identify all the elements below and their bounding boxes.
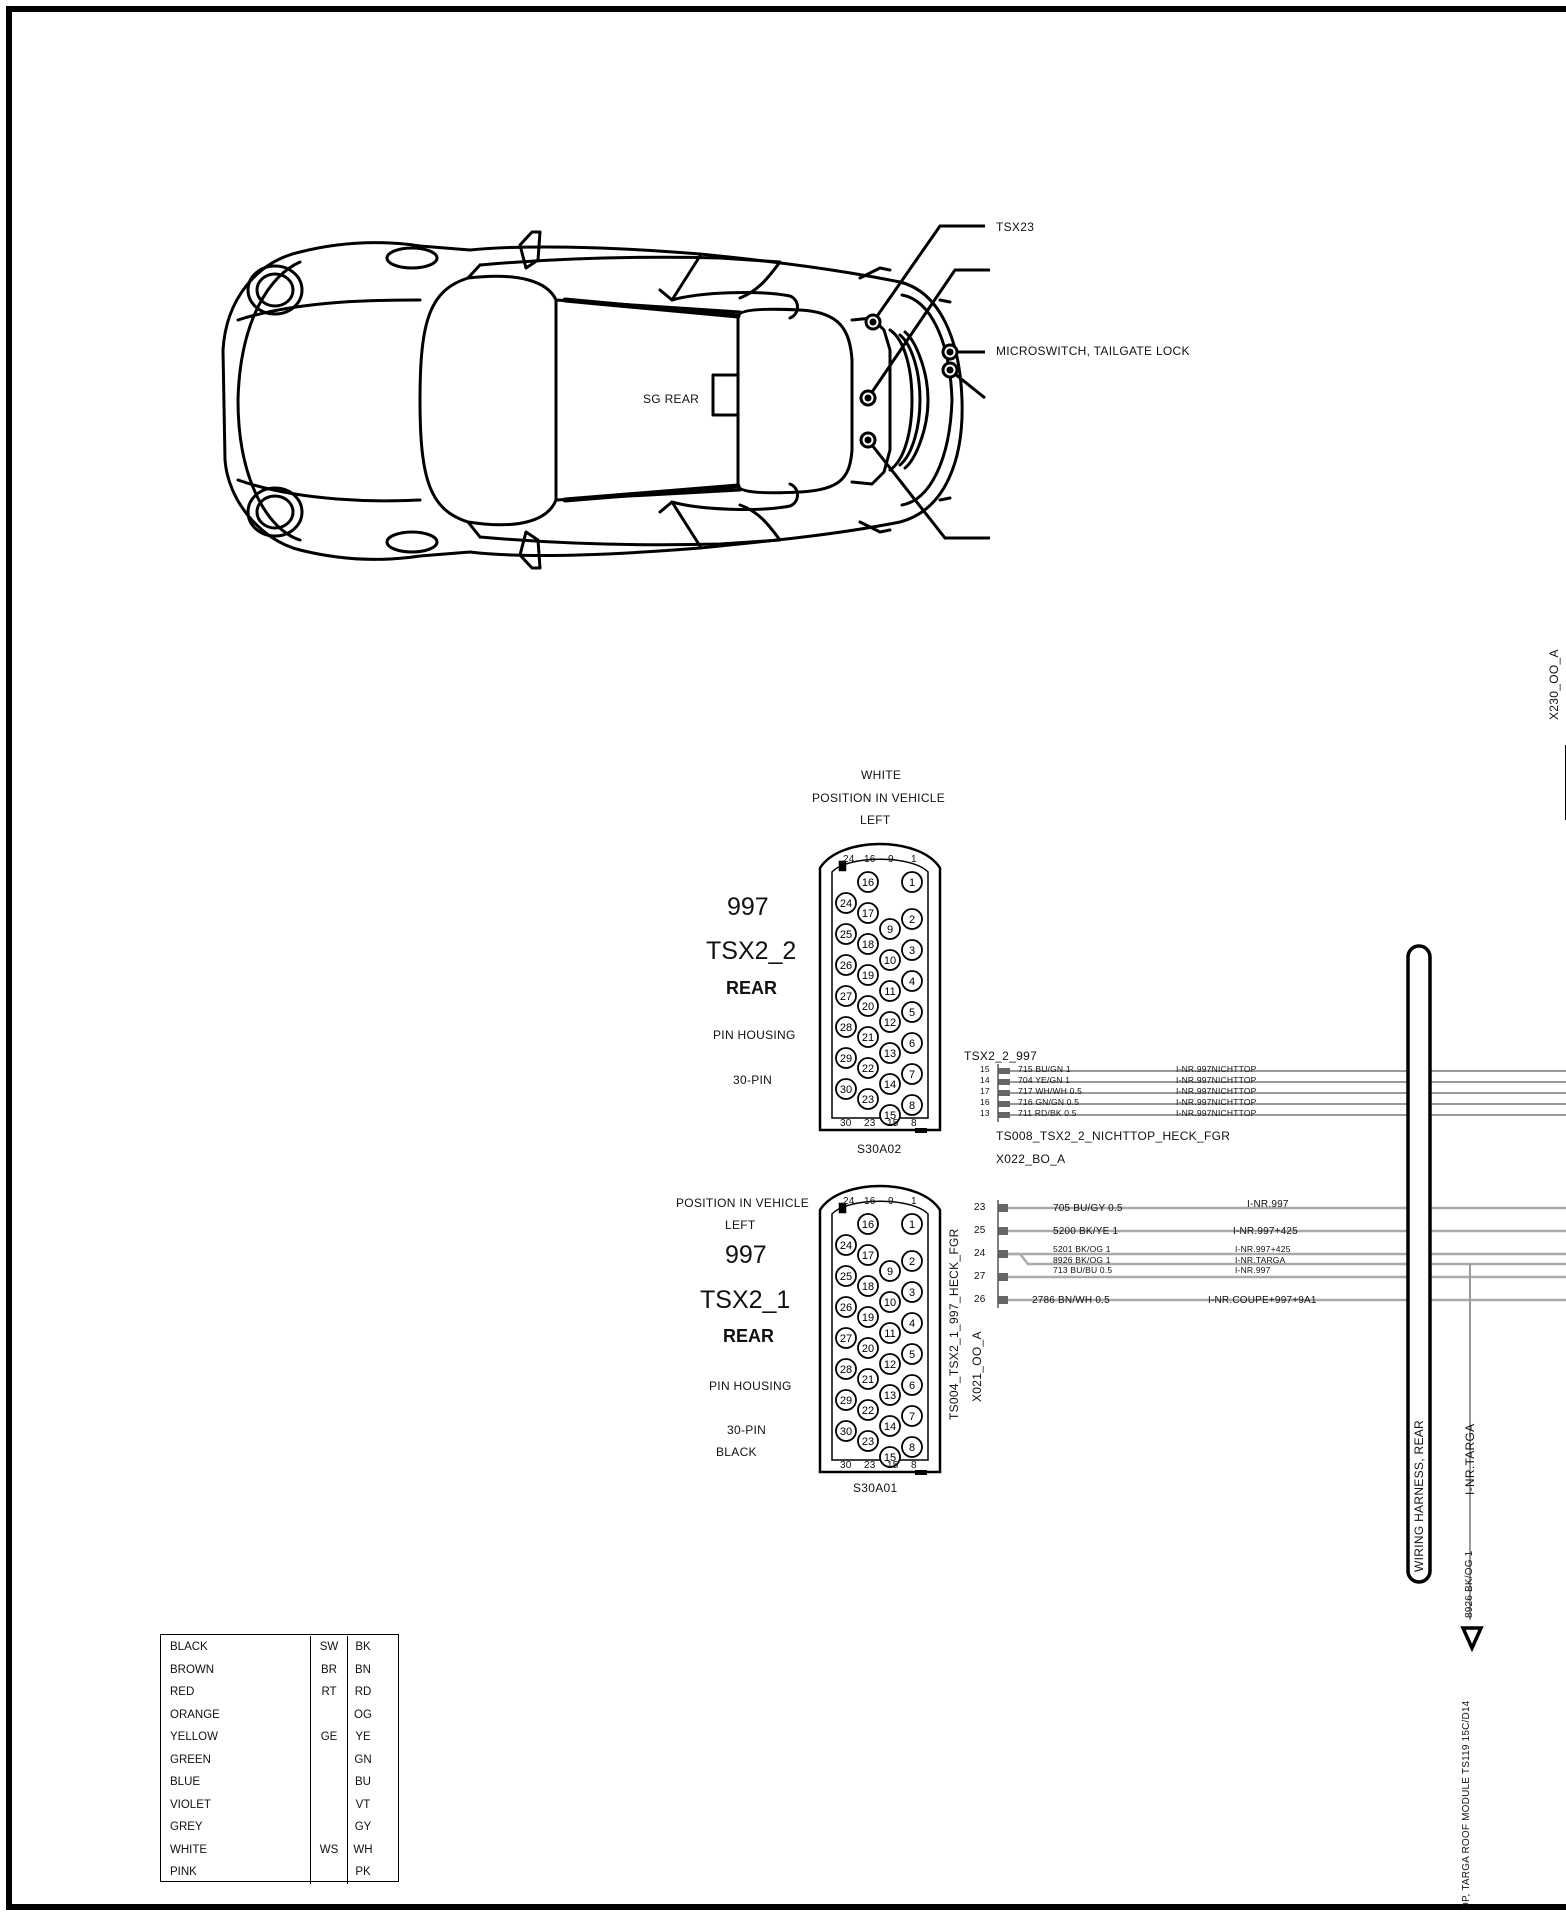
- top-header-num-4: 1: [911, 854, 917, 865]
- legend-code-en: PK: [355, 1866, 371, 1879]
- bottom-vertical-label-1: TS004_TSX2_1_997_HECK_FGR: [947, 1228, 961, 1420]
- bottom-header-num-1: 24: [843, 1196, 855, 1207]
- bottom-wire-pin: 24: [974, 1248, 986, 1259]
- top-wire-note: I-NR.997NICHTTOP: [1176, 1097, 1257, 1107]
- legend-code-en: BK: [355, 1641, 371, 1654]
- pin-grid-bottom: [836, 1214, 922, 1467]
- color-legend: [160, 1636, 378, 1884]
- pin-number: 1: [908, 877, 916, 889]
- bottom-header-num-3: 9: [888, 1196, 894, 1207]
- bottom-wire-note: I-NR.COUPE+997+9A1: [1208, 1295, 1317, 1306]
- legend-color-name: BLACK: [160, 1636, 311, 1659]
- legend-code-de: [311, 1794, 348, 1817]
- pin-number: 15: [883, 1110, 897, 1122]
- pin-number: 13: [883, 1390, 897, 1402]
- legend-row: [160, 1861, 378, 1884]
- legend-color-name: GREEN: [160, 1749, 311, 1772]
- pin-number: 23: [861, 1436, 875, 1448]
- top-wire-pin: 17: [980, 1086, 990, 1096]
- pin-number: 19: [861, 1312, 875, 1324]
- legend-row: [160, 1816, 378, 1839]
- top-connector-location: REAR: [726, 978, 778, 998]
- legend-color-name: WHITE: [160, 1839, 311, 1862]
- legend-code-de: GE: [311, 1726, 348, 1749]
- bottom-connector-position: LEFT: [725, 1218, 756, 1232]
- bottom-connector-model: 997: [725, 1241, 767, 1269]
- pin-number: 30: [839, 1426, 853, 1438]
- pin-number: 29: [839, 1395, 853, 1407]
- legend-code-en: OG: [354, 1708, 372, 1721]
- bottom-wire-pin: 27: [974, 1271, 986, 1282]
- top-wire-note: I-NR.997NICHTTOP: [1176, 1064, 1257, 1074]
- pin-number: 2: [908, 1256, 916, 1268]
- pin-number: 25: [839, 929, 853, 941]
- legend-color-name: PINK: [160, 1861, 311, 1884]
- pin-number: 11: [884, 986, 896, 998]
- legend-code-de: [311, 1749, 348, 1772]
- pin-number: 7: [908, 1411, 916, 1423]
- pin-number: 18: [861, 939, 875, 951]
- pin-number: 9: [886, 924, 894, 936]
- top-harness-header: TSX2_2_997: [964, 1049, 1038, 1063]
- pin-number: 19: [861, 970, 875, 982]
- legend-code-de: [311, 1861, 348, 1884]
- top-footer-num-4: 8: [911, 1118, 917, 1129]
- pin-number: 8: [908, 1442, 916, 1454]
- bottom-header-num-2: 16: [864, 1196, 876, 1207]
- pin-number: 9: [886, 1266, 894, 1278]
- wiring-harness-label: WIRING HARNESS, REAR: [1412, 1419, 1426, 1572]
- top-wire-code: 711 RD/BK 0.5: [1018, 1108, 1077, 1118]
- pin-number: 17: [861, 908, 875, 920]
- legend-row: [160, 1636, 378, 1659]
- legend-row: [160, 1749, 378, 1772]
- pin-number: 8: [908, 1100, 916, 1112]
- top-header-num-2: 16: [864, 854, 876, 865]
- top-connector-part: S30A02: [857, 1142, 902, 1156]
- legend-code-de: RT: [311, 1681, 348, 1704]
- pin-number: 27: [839, 1333, 853, 1345]
- legend-row: [160, 1839, 378, 1862]
- pin-number: 22: [861, 1063, 875, 1075]
- legend-code-en: GY: [354, 1821, 372, 1834]
- top-wire-pin: 16: [980, 1097, 990, 1107]
- legend-row: [160, 1659, 378, 1682]
- legend-code-en: GN: [354, 1753, 372, 1766]
- pin-number: 22: [861, 1405, 875, 1417]
- pin-number: 29: [839, 1053, 853, 1065]
- bottom-connector-name: TSX2_1: [700, 1286, 791, 1314]
- bottom-connector-part: S30A01: [853, 1481, 898, 1495]
- top-header-num-1: 24: [843, 854, 855, 865]
- bottom-connector-housing: PIN HOUSING: [709, 1379, 792, 1393]
- pin-number: 10: [883, 955, 897, 967]
- pin-number: 5: [908, 1007, 916, 1019]
- bottom-footer-num-4: 8: [911, 1460, 917, 1471]
- legend-code-en: YE: [355, 1731, 371, 1744]
- bottom-wire-note: I-NR.997+425: [1235, 1244, 1291, 1254]
- top-wire-pin: 14: [980, 1075, 990, 1085]
- targa-label: I-NR.TARGA: [1463, 1423, 1477, 1495]
- bottom-wire-note: I-NR.997: [1235, 1265, 1271, 1275]
- top-header-num-3: 9: [888, 854, 894, 865]
- top-connector-position: LEFT: [860, 813, 891, 827]
- legend-code-de: [311, 1771, 348, 1794]
- pin-number: 5: [908, 1349, 916, 1361]
- pin-number: 14: [883, 1079, 897, 1091]
- bottom-wire-note: I-NR.997+425: [1233, 1226, 1298, 1237]
- bottom-connector-position-label: POSITION IN VEHICLE: [676, 1196, 810, 1210]
- bottom-footer-num-2: 23: [864, 1460, 876, 1471]
- bottom-wire-code: 8926 BK/OG 1: [1053, 1255, 1111, 1265]
- bottom-wire-code: 5200 BK/YE 1: [1053, 1226, 1119, 1237]
- legend-row: [160, 1794, 378, 1817]
- legend-color-name: BLUE: [160, 1771, 311, 1794]
- pin-number: 16: [861, 1219, 875, 1231]
- bottom-wire-pin: 23: [974, 1202, 986, 1213]
- bottom-harness-terminals: [998, 1204, 1008, 1304]
- legend-color-name: ORANGE: [160, 1704, 311, 1727]
- pin-number: 25: [839, 1271, 853, 1283]
- top-wire-pin: 13: [980, 1108, 990, 1118]
- top-wire-code: 716 GN/GN 0.5: [1018, 1097, 1080, 1107]
- legend-color-name: RED: [160, 1681, 311, 1704]
- callout-microswitch: MICROSWITCH, TAILGATE LOCK: [996, 344, 1190, 358]
- top-connector-pins: 30-PIN: [733, 1073, 773, 1087]
- pin-number: 18: [861, 1281, 875, 1293]
- legend-color-name: YELLOW: [160, 1726, 311, 1749]
- pin-number: 6: [908, 1038, 916, 1050]
- top-footer-num-3: 15: [887, 1118, 899, 1129]
- pin-number: 23: [861, 1094, 875, 1106]
- pin-number: 13: [883, 1048, 897, 1060]
- pin-number: 16: [861, 877, 875, 889]
- pin-number: 15: [883, 1452, 897, 1464]
- pin-number: 3: [908, 945, 916, 957]
- top-footer-num-2: 23: [864, 1118, 876, 1129]
- pin-number: 24: [839, 1240, 853, 1252]
- legend-code-de: [311, 1816, 348, 1839]
- legend-row: [160, 1704, 378, 1727]
- pin-number: 10: [883, 1297, 897, 1309]
- top-connector-housing: PIN HOUSING: [713, 1028, 796, 1042]
- pin-number: 20: [861, 1001, 875, 1013]
- top-wire-code: 717 WH/WH 0.5: [1018, 1086, 1083, 1096]
- pin-number: 4: [908, 976, 916, 988]
- pin-number: 28: [839, 1022, 853, 1034]
- legend-code-en: RD: [354, 1686, 372, 1699]
- top-wire-code: 704 YE/GN 1: [1018, 1075, 1071, 1085]
- pin-number: 11: [884, 1328, 896, 1340]
- bottom-wire-code: 713 BU/BU 0.5: [1053, 1265, 1113, 1275]
- bottom-header-num-4: 1: [911, 1196, 917, 1207]
- pin-number: 30: [839, 1084, 853, 1096]
- legend-code-en: BU: [355, 1776, 371, 1789]
- pin-number: 6: [908, 1380, 916, 1392]
- top-wire-note: I-NR.997NICHTTOP: [1176, 1086, 1257, 1096]
- top-connector-name: TSX2_2: [706, 937, 797, 965]
- pin-number: 12: [883, 1017, 897, 1029]
- bottom-connector-color: BLACK: [716, 1445, 757, 1459]
- bottom-wire-pin: 25: [974, 1225, 986, 1236]
- pin-number: 4: [908, 1318, 916, 1330]
- top-wire-note: I-NR.997NICHTTOP: [1176, 1108, 1257, 1118]
- top-connector-color: WHITE: [861, 768, 902, 782]
- pin-number: 21: [861, 1374, 875, 1386]
- side-ref-label: X230_OO_A: [1547, 649, 1561, 720]
- top-wire-pin: 15: [980, 1064, 990, 1074]
- bottom-wire-code: 2786 BN/WH 0.5: [1032, 1295, 1110, 1306]
- callout-tsx23: TSX23: [996, 220, 1035, 234]
- pin-number: 14: [883, 1421, 897, 1433]
- top-harness-footer-1: TS008_TSX2_2_NICHTTOP_HECK_FGR: [996, 1129, 1231, 1143]
- bottom-wire-code: 705 BU/GY 0.5: [1053, 1203, 1123, 1214]
- pin-number: 26: [839, 960, 853, 972]
- pin-number: 12: [883, 1359, 897, 1371]
- bottom-wire-pin: 26: [974, 1294, 986, 1305]
- legend-code-de: [311, 1704, 348, 1727]
- branch-dest-label: OP, TARGA ROOF MODULE TS119 15C/D14: [1461, 1700, 1472, 1910]
- pin-number: 7: [908, 1069, 916, 1081]
- callout-sg-rear: SG REAR: [643, 392, 700, 406]
- legend-code-en: BN: [355, 1663, 371, 1676]
- bottom-footer-num-1: 30: [840, 1460, 852, 1471]
- bottom-wire-note: I-NR.997: [1247, 1199, 1289, 1210]
- bottom-connector-pins: 30-PIN: [727, 1423, 767, 1437]
- legend-code-en: VT: [355, 1798, 371, 1811]
- pin-grid-top: [836, 872, 922, 1125]
- top-footer-num-1: 30: [840, 1118, 852, 1129]
- bottom-connector-location: REAR: [723, 1326, 775, 1346]
- legend-code-de: BR: [311, 1659, 348, 1682]
- pin-number: 17: [861, 1250, 875, 1262]
- pin-number: 1: [908, 1219, 916, 1231]
- pin-number: 26: [839, 1302, 853, 1314]
- bottom-footer-num-3: 15: [887, 1460, 899, 1471]
- top-wire-code: 715 BU/GN 1: [1018, 1064, 1071, 1074]
- top-harness-footer-2: X022_BO_A: [996, 1152, 1066, 1166]
- pin-number: 3: [908, 1287, 916, 1299]
- legend-row: [160, 1681, 378, 1704]
- legend-color-name: BROWN: [160, 1659, 311, 1682]
- legend-color-name: VIOLET: [160, 1794, 311, 1817]
- callout-leaders: [868, 226, 990, 538]
- pin-number: 20: [861, 1343, 875, 1355]
- branch-arrow-icon: [1463, 1628, 1481, 1648]
- pin-number: 21: [861, 1032, 875, 1044]
- bottom-vertical-label-2: X021_OO_A: [970, 1331, 984, 1402]
- legend-color-name: GREY: [160, 1816, 311, 1839]
- legend-code-de: SW: [311, 1636, 348, 1659]
- bottom-wire-note: I-NR.TARGA: [1235, 1255, 1286, 1265]
- pin-number: 27: [839, 991, 853, 1003]
- top-wire-note: I-NR.997NICHTTOP: [1176, 1075, 1257, 1085]
- branch-wire-label: 8926 BK/OG 1: [1464, 1550, 1475, 1618]
- bottom-wire-code: 5201 BK/OG 1: [1053, 1244, 1111, 1254]
- legend-code-de: WS: [311, 1839, 348, 1862]
- pin-number: 24: [839, 898, 853, 910]
- legend-row: [160, 1771, 378, 1794]
- pin-number: 28: [839, 1364, 853, 1376]
- pin-number: 2: [908, 914, 916, 926]
- top-connector-position-label: POSITION IN VEHICLE: [812, 791, 946, 805]
- car-outline: [223, 232, 962, 568]
- top-connector-model: 997: [727, 893, 769, 921]
- top-harness-wires: [1010, 1071, 1566, 1115]
- legend-row: [160, 1726, 378, 1749]
- top-harness-terminals: [998, 1068, 1010, 1118]
- legend-code-en: WH: [353, 1843, 373, 1856]
